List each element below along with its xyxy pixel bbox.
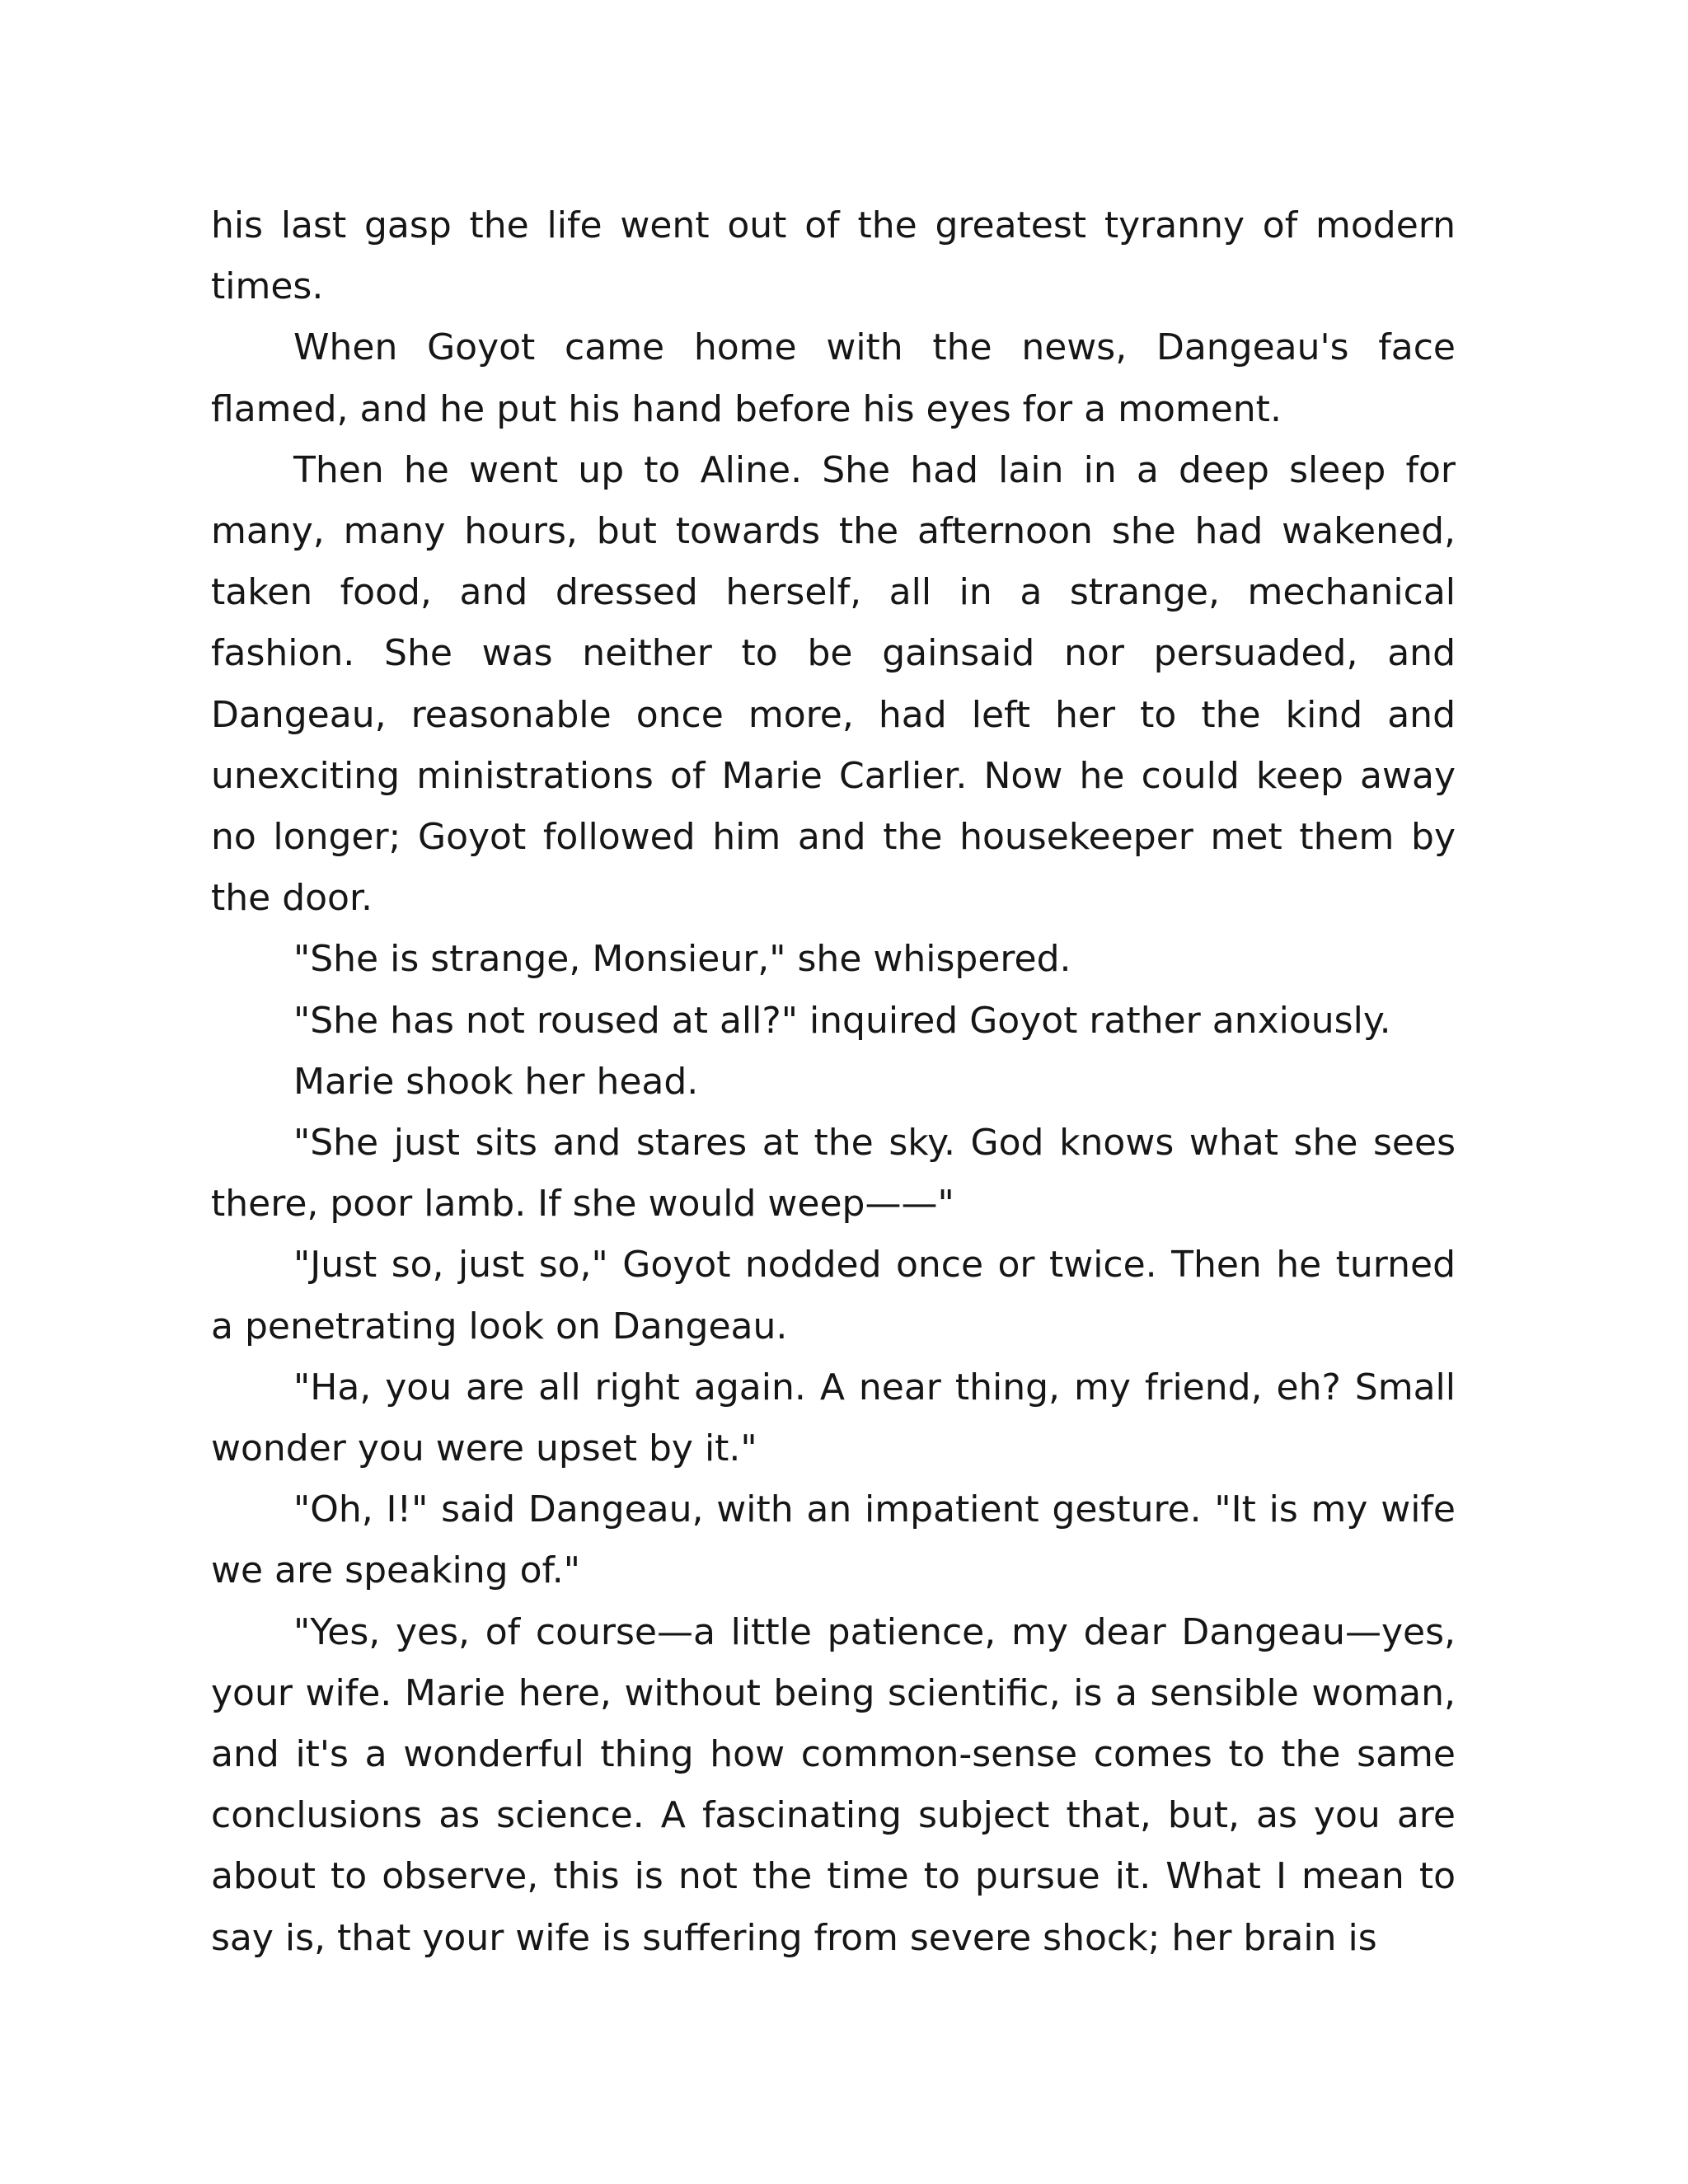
paragraph-7: "She just sits and stares at the sky. God knows what she sees there, poor lamb. If she would weep——" bbox=[211, 1122, 1456, 1226]
paragraph-10: "Oh, I!" said Dangeau, with an impatient gesture. "It is my wife we are speaking of." bbox=[211, 1488, 1456, 1592]
paragraph-9: "Ha, you are all right again. A near thing, my friend, eh? Small wonder you were upset by it." bbox=[211, 1366, 1456, 1470]
paragraph-11: "Yes, yes, of course—a little patience, my dear Dangeau—yes, your wife. Marie here, without being scientific, is a sensible woman, and it's a wonderful thing how common-sense comes to the same conclusions as science. A fascinating subject that, but, as you are about to observe, this is not the time to pursue it. What I mean to say is, that your wife is suffering from severe shock; her brain is bbox=[211, 1610, 1456, 1959]
paragraph-5: "She has not roused at all?" inquired Goyot rather anxiously. bbox=[293, 999, 1391, 1042]
paragraph-3: Then he went up to Aline. She had lain in a deep sleep for many, many hours, but towards the afternoon she had wakened, taken food, and dressed herself, all in a strange, mechanical fashion. She was neither to be gainsaid nor persuaded, and Dangeau, reasonable once more, had left her to the kind and unexciting ministrations of Marie Carlier. Now he could keep away no longer; Goyot followed him and the housekeeper met them by the door. bbox=[211, 448, 1456, 920]
paragraph-8: "Just so, just so," Goyot nodded once or twice. Then he turned a penetrating look on Dangeau. bbox=[211, 1244, 1456, 1347]
paragraph-2: When Goyot came home with the news, Dangeau's face flamed, and he put his hand before his eyes for a moment. bbox=[211, 326, 1456, 430]
paragraph-4: "She is strange, Monsieur," she whispered. bbox=[293, 938, 1071, 981]
page-body-text bbox=[211, 195, 1456, 1969]
paragraph-1: his last gasp the life went out of the greatest tyranny of modern times. bbox=[211, 204, 1456, 308]
paragraph-6: Marie shook her head. bbox=[293, 1060, 699, 1103]
